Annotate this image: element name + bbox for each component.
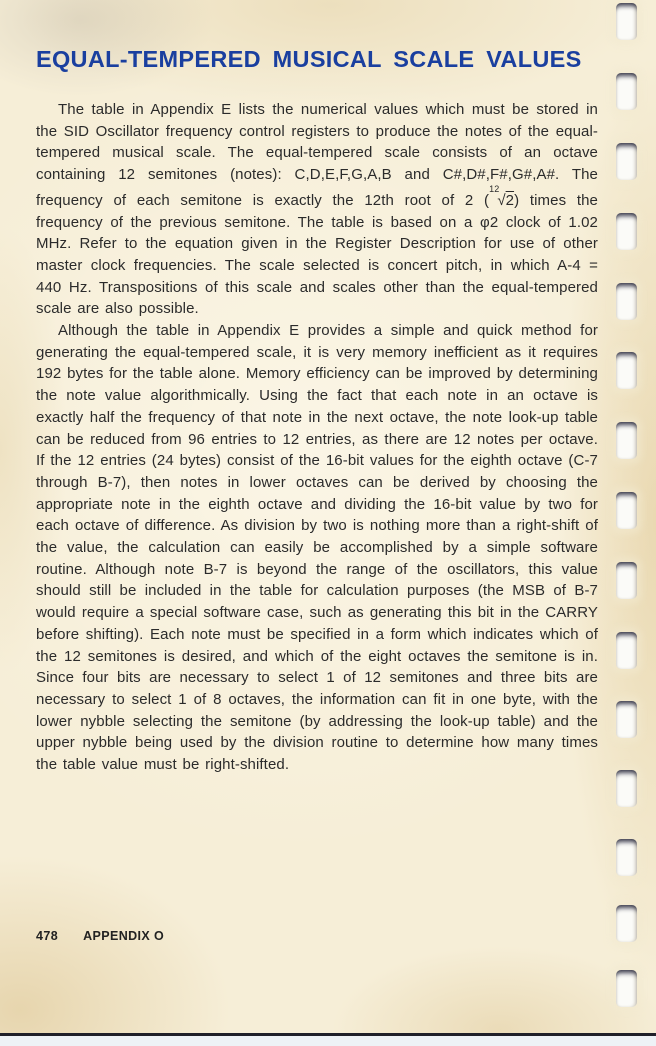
page-number: 478	[36, 929, 59, 943]
binding-hole	[616, 283, 637, 320]
root-radicand: 2	[505, 191, 515, 209]
page-title: EQUAL-TEMPERED MUSICAL SCALE VALUES	[36, 46, 582, 72]
twelfth-root-expression	[489, 183, 515, 209]
root-index: 12	[489, 183, 500, 194]
radical-sign: √	[497, 191, 506, 209]
binding-hole	[616, 632, 637, 669]
binding-hole	[616, 970, 637, 1007]
paragraph-2: Although the table in Appendix E provides a simple and quick method for generating the equal-tempered scale, it is very memory inefficient as it requires 192 bytes for the table alone. Memory efficiency can be improved by determining the note value algorithmically. Using the fact that each note in an octave is exactly half the frequency of that note in the next octave, the note look-up table can be reduced from 96 entries to 12 entries, as there are 12 notes per octave. If the 12 entries (24 bytes) consist of the 16-bit values for the eighth octave (C-7 through B-7), then notes in lower octaves can be derived by choosing the appropriate note in the eighth octave and dividing the 16-bit value by two for each octave of difference. As division by two is nothing more than a right-shift of the value, the calculation can easily be accomplished by a simple software routine. Although note B-7 is beyond the range of the oscillators, this value should still be included in the table for calculation purposes (the MSB of B-7 would require a special software case, such as generating this bit in the CARRY before shifting). Each note must be specified in a form which indicates which of the 12 semitones is desired, and which of the eight octaves the semitone is in. Since four bits are necessary to select 1 of 12 semitones and three bits are necessary to select 1 of 8 octaves, the information can fit in one byte, with the lower nybble selecting the semitone (by addressing the look-up table) and the upper nybble being used by the division routine to determine how many times the table value must be right-shifted.	[36, 322, 598, 774]
paragraph-1	[36, 99, 598, 320]
binding-hole	[616, 701, 637, 738]
binding-hole	[616, 905, 637, 942]
body-text	[36, 99, 598, 776]
binding-hole	[616, 352, 637, 389]
binding-hole	[616, 73, 637, 110]
binding-hole	[616, 3, 637, 40]
binding-hole	[616, 143, 637, 180]
paragraph-1-text-after-root: ) times the frequency of the previous semitone. The table is based on a φ2 clock of 1.02 MHz. Refer to the equation given in the Register Description for use of other master clock frequencies. The scale selected is concert pitch, in which A-4 = 440 Hz. Transpositions of this scale and scales other than the equal-tempered scale are also possible.	[36, 191, 598, 318]
page-content	[36, 46, 598, 776]
page-footer	[36, 929, 164, 943]
binding-hole	[616, 422, 637, 459]
binding-hole	[616, 770, 637, 807]
binding-hole	[616, 492, 637, 529]
binding-hole	[616, 839, 637, 876]
binding-hole	[616, 562, 637, 599]
paragraph-1-text-before-root: The table in Appendix E lists the numerical values which must be stored in the SID Oscillator frequency control registers to produce the notes of the equal-tempered musical scale. The equal-tempered scale consists of an octave containing 12 semitones (notes): C,D,E,F,G,A,B and C#,D#,F#,G#,A#. The frequency of each semitone is exactly the 12th root of 2 (	[36, 101, 598, 209]
binding-hole	[616, 213, 637, 250]
appendix-label: APPENDIX O	[83, 929, 165, 943]
